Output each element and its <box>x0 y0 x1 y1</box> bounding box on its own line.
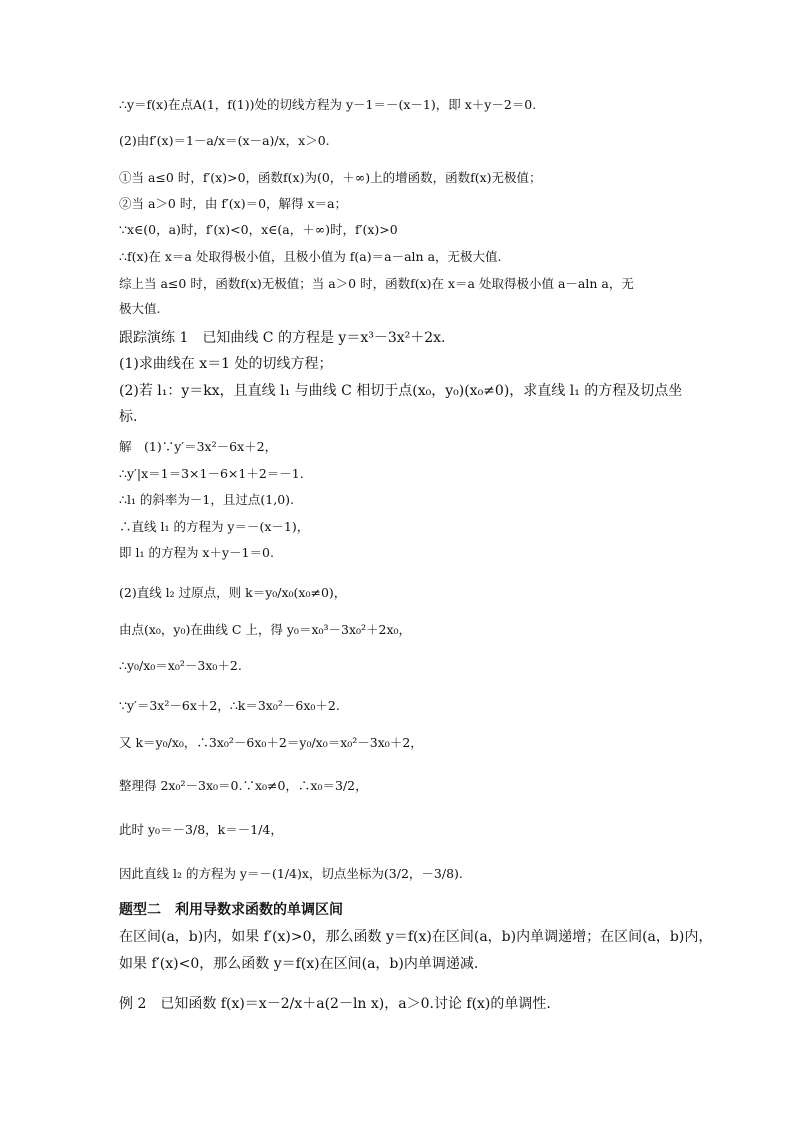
solution-line-6: ∴f(x)在 x＝a 处取得极小值，且极小值为 f(a)＝a－aln a，无极大值. <box>119 249 502 264</box>
answer-line-13: 因此直线 l₂ 的方程为 y＝－(1/4)x，切点坐标为(3/2，－3/8). <box>119 866 463 881</box>
answer-line-11: 整理得 2x₀²－3x₀＝0.∵x₀≠0，∴x₀＝3/2， <box>119 778 368 793</box>
section-text-2: 如果 f′(x)<0，那么函数 y＝f(x)在区间(a，b)内单调递减. <box>119 956 479 972</box>
answer-line-9: ∵y′＝3x²－6x＋2，∴k＝3x₀²－6x₀＋2. <box>119 698 340 713</box>
answer-line-6: (2)直线 l₂ 过原点，则 k＝y₀/x₀(x₀≠0)， <box>119 585 347 600</box>
solution-line-3: ①当 a≤0 时，f′(x)>0，函数f(x)为(0，＋∞)上的增函数，函数f(x)无极值； <box>119 170 542 185</box>
solution-line-4: ②当 a＞0 时，由 f′(x)＝0，解得 x＝a； <box>119 196 348 211</box>
example-2: 例 2 已知函数 f(x)＝x－2/x＋a(2－ln x)，a＞0.讨论 f(x)的单调性. <box>119 996 551 1012</box>
answer-line-5: 即 l₁ 的方程为 x＋y－1＝0. <box>119 545 274 560</box>
solution-line-5: ∵x∈(0，a)时，f′(x)<0，x∈(a，＋∞)时，f′(x)>0 <box>119 222 398 237</box>
answer-line-8: ∴y₀/x₀＝x₀²－3x₀＋2. <box>119 658 242 673</box>
solution-line-7: 综上当 a≤0 时，函数f(x)无极值；当 a＞0 时，函数f(x)在 x＝a 处取得极小值 a－aln a，无 <box>119 276 634 291</box>
answer-line-3: ∴l₁ 的斜率为－1，且过点(1,0). <box>119 492 294 507</box>
answer-line-2: ∴y′|x＝1＝3×1－6×1＋2＝－1. <box>119 466 304 481</box>
answer-line-4: ∴直线 l₁ 的方程为 y＝－(x－1)， <box>119 519 310 534</box>
answer-line-1: 解 (1)∵y′＝3x²－6x＋2， <box>119 439 278 454</box>
practice-q2-cont: 标. <box>119 409 138 425</box>
solution-line-8: 极大值. <box>119 301 161 316</box>
solution-line-1: ∴y＝f(x)在点A(1，f(1))处的切线方程为 y－1＝－(x－1)，即 x＋y－2＝0. <box>119 97 537 112</box>
practice-q2: (2)若 l₁：y＝kx，且直线 l₁ 与曲线 C 相切于点(x₀，y₀)(x₀≠0)，求直线 l₁ 的方程及切点坐 <box>119 383 683 399</box>
section-heading: 题型二 利用导数求函数的单调区间 <box>119 902 343 918</box>
section-text-1: 在区间(a，b)内，如果 f′(x)>0，那么函数 y＝f(x)在区间(a，b)内单调递增；在区间(a，b)内， <box>119 929 713 945</box>
solution-line-2: (2)由f′(x)＝1－a/x＝(x－a)/x，x＞0. <box>119 133 330 148</box>
answer-line-12: 此时 y₀＝－3/8，k＝－1/4， <box>119 822 283 837</box>
practice-q1: (1)求曲线在 x＝1 处的切线方程； <box>119 356 333 372</box>
answer-line-10: 又 k＝y₀/x₀，∴3x₀²－6x₀＋2＝y₀/x₀＝x₀²－3x₀＋2， <box>119 735 423 750</box>
answer-line-7: 由点(x₀，y₀)在曲线 C 上，得 y₀＝x₀³－3x₀²＋2x₀， <box>119 622 412 637</box>
practice-title: 跟踪演练 1 已知曲线 C 的方程是 y＝x³－3x²＋2x. <box>119 330 446 346</box>
